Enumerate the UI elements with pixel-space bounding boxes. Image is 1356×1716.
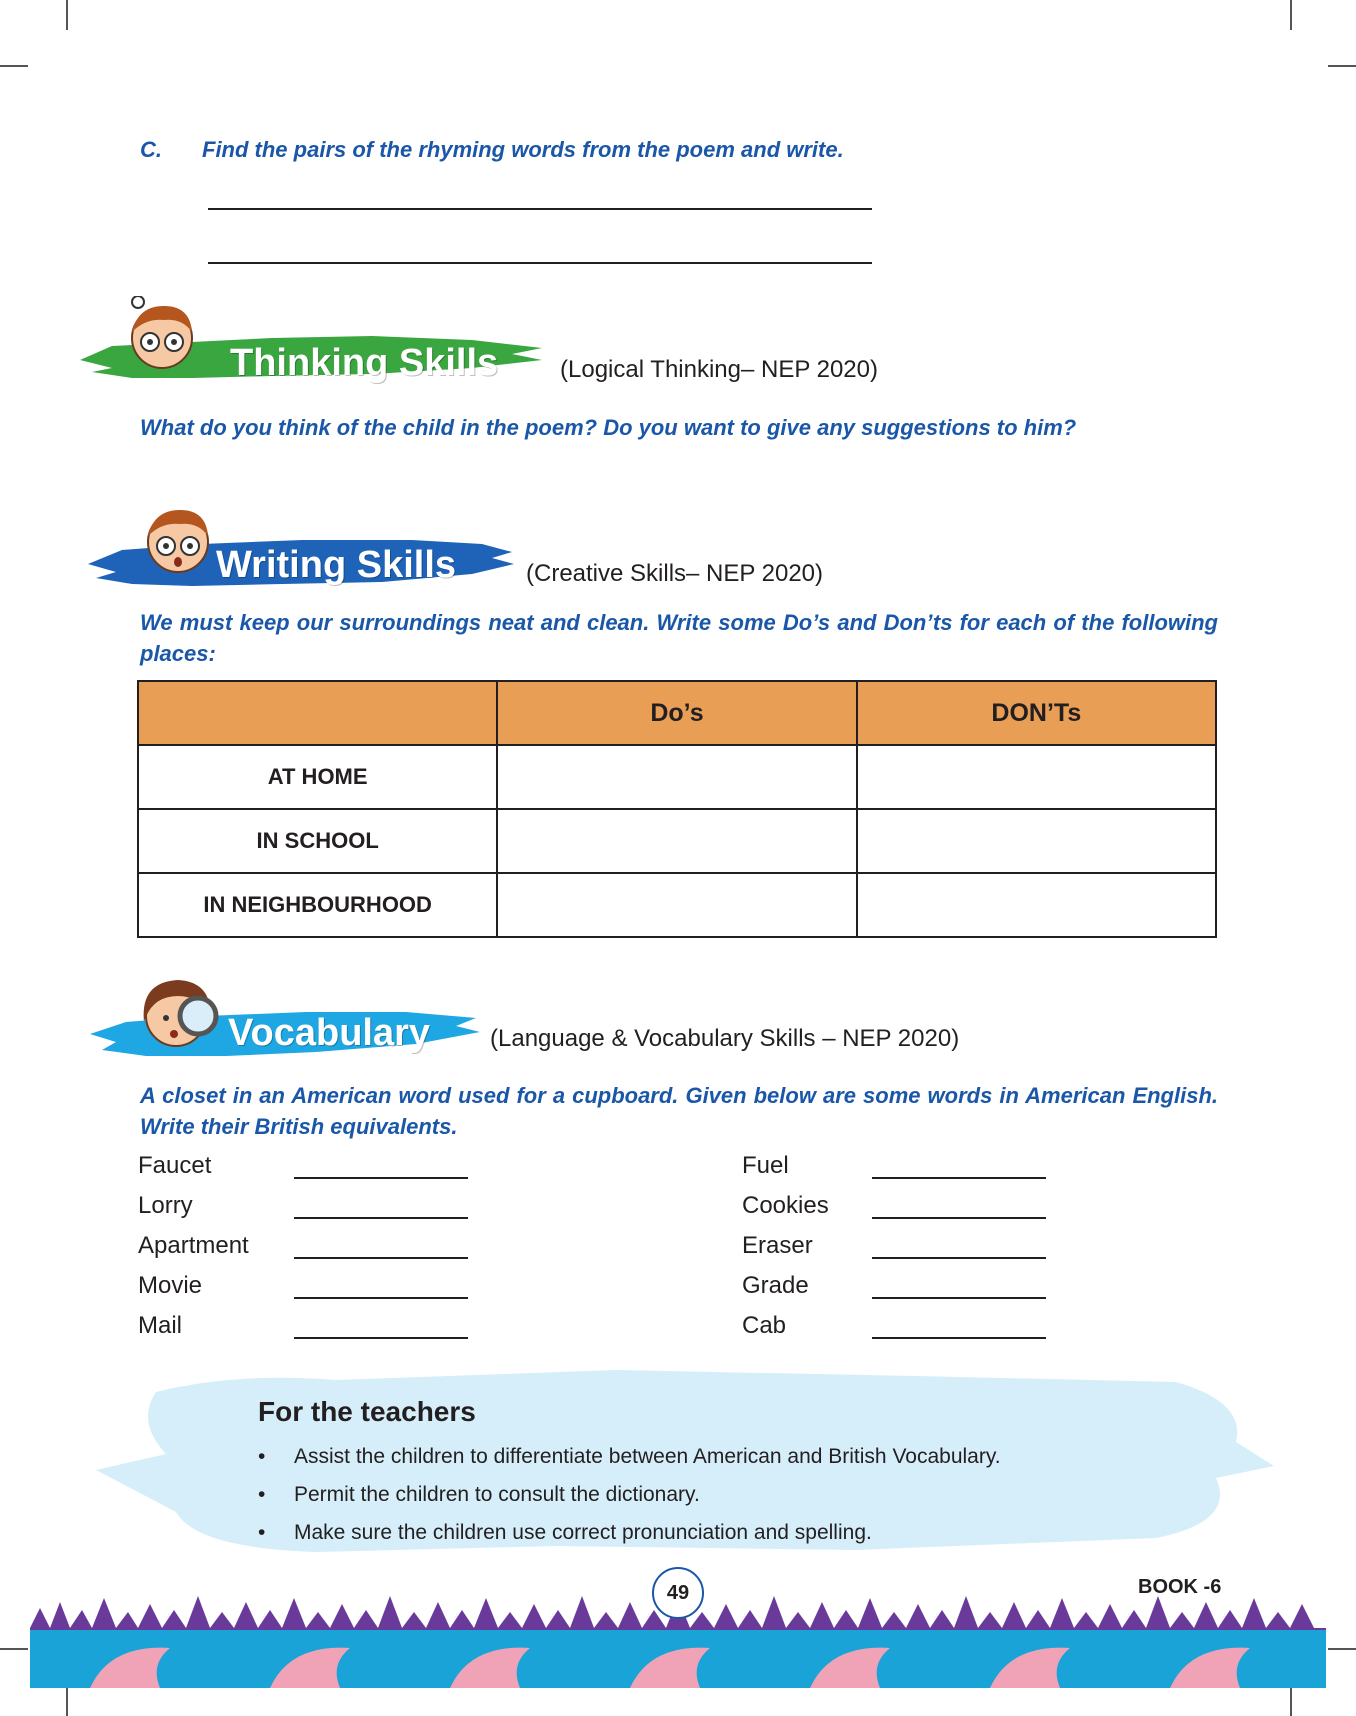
writing-skills-title: Writing Skills	[216, 544, 457, 586]
donts-cell-home[interactable]	[857, 745, 1216, 809]
vocab-answer-line[interactable]	[294, 1337, 468, 1339]
table-header-empty	[138, 681, 497, 745]
vocab-answer-line[interactable]	[872, 1177, 1046, 1179]
bullet-dot: •	[258, 1521, 266, 1544]
vocabulary-question: A closet in an American word used for a cupboard. Given below are some words in American English. Write their British equivalents.	[140, 1083, 1218, 1139]
crop-mark	[66, 1686, 68, 1716]
vocab-word: Grade	[742, 1272, 809, 1299]
table-header-dos: Do’s	[497, 681, 856, 745]
table-row	[138, 745, 1216, 809]
vocab-answer-line[interactable]	[872, 1257, 1046, 1259]
thinking-skills-title: Thinking Skills	[230, 342, 499, 384]
vocab-answer-line[interactable]	[294, 1257, 468, 1259]
crop-mark	[1328, 65, 1356, 67]
answer-line[interactable]	[208, 262, 872, 264]
crop-mark	[1328, 1648, 1356, 1650]
vocab-word: Fuel	[742, 1152, 789, 1179]
vocabulary-note: (Language & Vocabulary Skills – NEP 2020)	[490, 1025, 960, 1052]
donts-cell-school[interactable]	[857, 809, 1216, 873]
donts-cell-neighbourhood[interactable]	[857, 873, 1216, 937]
teacher-bullet-text: Make sure the children use correct pronunciation and spelling.	[294, 1521, 872, 1544]
vocab-word: Cookies	[742, 1192, 829, 1219]
crop-mark	[0, 65, 28, 67]
vocab-answer-line[interactable]	[872, 1297, 1046, 1299]
vocab-answer-line[interactable]	[294, 1297, 468, 1299]
vocab-word: Mail	[138, 1312, 183, 1339]
teachers-title: For the teachers	[258, 1396, 476, 1427]
bullet-dot: •	[258, 1483, 266, 1506]
table-header-row	[138, 681, 1216, 745]
crop-mark	[0, 1648, 28, 1650]
writing-skills-note: (Creative Skills– NEP 2020)	[526, 560, 824, 587]
table-header-donts: DON’Ts	[857, 681, 1216, 745]
vocab-word: Faucet	[138, 1152, 212, 1179]
row-label-neighbourhood: IN NEIGHBOURHOOD	[138, 873, 497, 937]
section-c-label: C.	[140, 137, 162, 162]
crop-mark	[66, 0, 68, 30]
vocab-answer-line[interactable]	[872, 1337, 1046, 1339]
boy-thinking-icon	[132, 296, 192, 368]
vocab-answer-line[interactable]	[294, 1217, 468, 1219]
thinking-skills-note: (Logical Thinking– NEP 2020)	[560, 356, 878, 383]
vocab-word: Eraser	[742, 1232, 813, 1259]
teacher-bullet-text: Permit the children to consult the dictionary.	[294, 1483, 700, 1506]
vocab-word: Cab	[742, 1312, 787, 1339]
table-row	[138, 809, 1216, 873]
section-c-question: Find the pairs of the rhyming words from the poem and write.	[202, 137, 844, 162]
writing-question: We must keep our surroundings neat and clean. Write some Do’s and Don’ts for each of the following places:	[140, 610, 1218, 666]
row-label-school: IN SCHOOL	[138, 809, 497, 873]
book-label: BOOK -6	[1138, 1576, 1222, 1598]
crop-mark	[1290, 0, 1292, 30]
answer-line[interactable]	[208, 208, 872, 210]
crop-mark	[1290, 1686, 1292, 1716]
thinking-question: What do you think of the child in the poem? Do you want to give any suggestions to him?	[140, 415, 1077, 440]
dos-cell-home[interactable]	[497, 745, 856, 809]
vocabulary-title: Vocabulary	[228, 1012, 431, 1054]
vocab-answer-line[interactable]	[294, 1177, 468, 1179]
boy-surprised-icon	[148, 510, 208, 572]
vocab-answer-line[interactable]	[872, 1217, 1046, 1219]
dos-cell-neighbourhood[interactable]	[497, 873, 856, 937]
vocab-word: Lorry	[138, 1192, 193, 1219]
bullet-dot: •	[258, 1445, 266, 1468]
page-number: 49	[652, 1567, 704, 1619]
table-row	[138, 873, 1216, 937]
vocab-word: Apartment	[138, 1232, 249, 1259]
dos-cell-school[interactable]	[497, 809, 856, 873]
dos-donts-table	[137, 680, 1217, 938]
vocab-word: Movie	[138, 1272, 203, 1299]
row-label-home: AT HOME	[138, 745, 497, 809]
teacher-bullet-text: Assist the children to differentiate between American and British Vocabulary.	[294, 1445, 1001, 1468]
